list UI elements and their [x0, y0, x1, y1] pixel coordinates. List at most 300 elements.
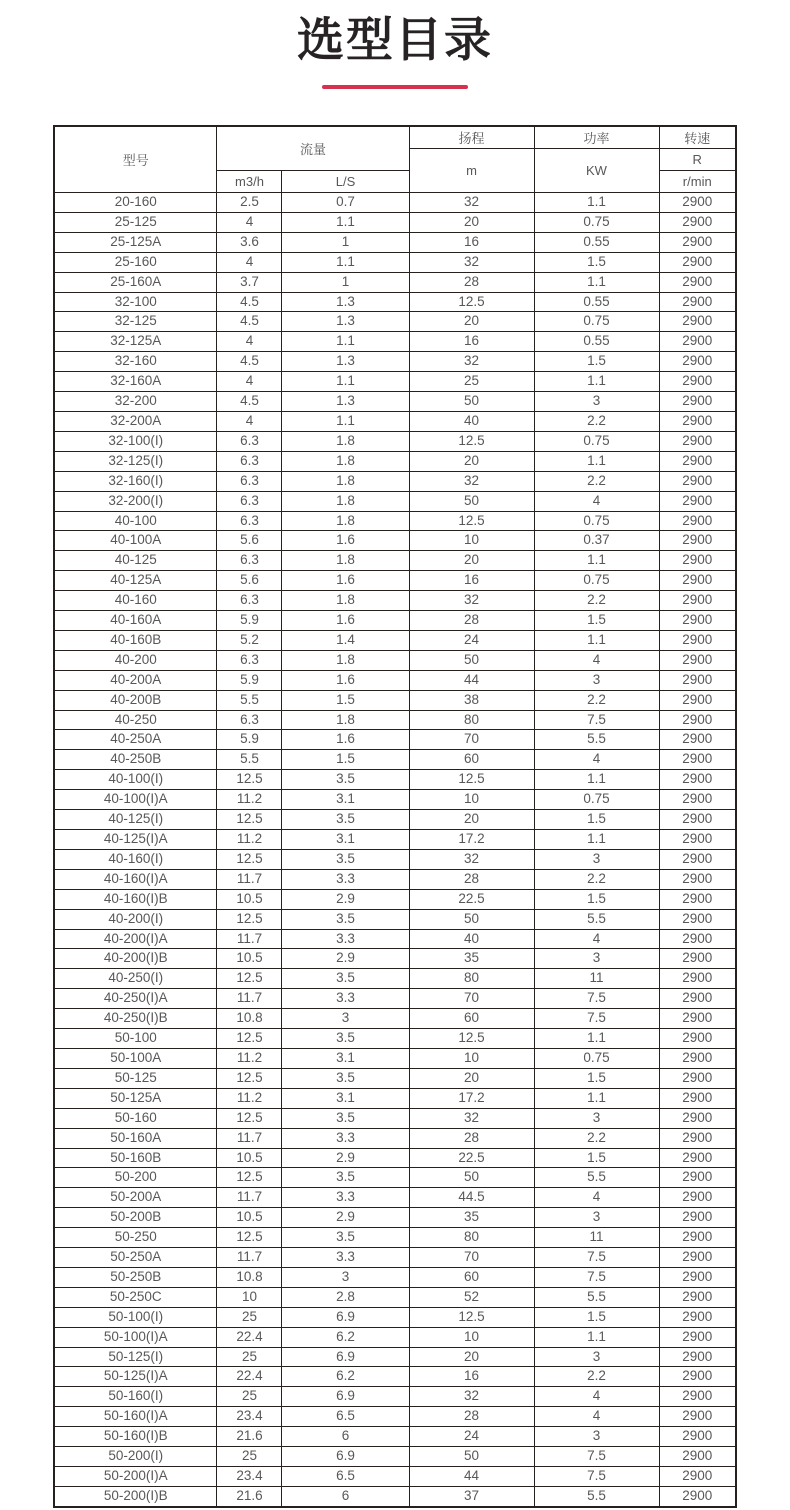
power-cell: 1.1: [534, 770, 659, 790]
model-cell: 40-200B: [54, 690, 217, 710]
table-row: [54, 571, 736, 591]
flow-ls-cell: 2.9: [282, 1208, 409, 1228]
head-cell: 20: [409, 551, 534, 571]
speed-cell: 2900: [659, 1307, 736, 1327]
model-cell: 50-125(I)A: [54, 1367, 217, 1387]
flow-m3h-cell: 4.5: [217, 352, 282, 372]
power-cell: 1.1: [534, 193, 659, 213]
head-cell: 12.5: [409, 431, 534, 451]
table-row: [54, 949, 736, 969]
model-cell: 32-125A: [54, 332, 217, 352]
flow-m3h-cell: 23.4: [217, 1407, 282, 1427]
speed-cell: 2900: [659, 949, 736, 969]
head-cell: 10: [409, 790, 534, 810]
speed-cell: 2900: [659, 1228, 736, 1248]
power-cell: 1.1: [534, 1088, 659, 1108]
power-cell: 1.1: [534, 551, 659, 571]
table-row: [54, 830, 736, 850]
flow-ls-cell: 1.3: [282, 392, 409, 412]
flow-m3h-cell: 11.2: [217, 830, 282, 850]
flow-m3h-cell: 22.4: [217, 1367, 282, 1387]
flow-ls-cell: 3.1: [282, 1088, 409, 1108]
power-cell: 0.37: [534, 531, 659, 551]
speed-cell: 2900: [659, 650, 736, 670]
page-title: 选型目录: [297, 13, 493, 66]
table-row: [54, 889, 736, 909]
table-row: [54, 810, 736, 830]
power-cell: 1.5: [534, 1148, 659, 1168]
speed-cell: 2900: [659, 272, 736, 292]
flow-m3h-cell: 12.5: [217, 1108, 282, 1128]
flow-ls-cell: 1.4: [282, 630, 409, 650]
power-cell: 4: [534, 1188, 659, 1208]
head-cell: 60: [409, 1009, 534, 1029]
table-row: [54, 1486, 736, 1506]
table-row: [54, 770, 736, 790]
flow-m3h-cell: 6.3: [217, 551, 282, 571]
head-cell: 10: [409, 1327, 534, 1347]
table-row: [54, 431, 736, 451]
flow-ls-cell: 1: [282, 232, 409, 252]
col-header-model: 型号: [54, 126, 217, 193]
head-cell: 35: [409, 1208, 534, 1228]
head-cell: 52: [409, 1287, 534, 1307]
speed-cell: 2900: [659, 1088, 736, 1108]
power-cell: 4: [534, 1407, 659, 1427]
head-cell: 38: [409, 690, 534, 710]
power-cell: 7.5: [534, 1447, 659, 1467]
power-cell: 1.5: [534, 352, 659, 372]
flow-m3h-cell: 11.2: [217, 1088, 282, 1108]
flow-ls-cell: 1.6: [282, 531, 409, 551]
model-cell: 50-160(I)B: [54, 1427, 217, 1447]
head-cell: 16: [409, 232, 534, 252]
speed-cell: 2900: [659, 591, 736, 611]
col-header-flow-m3h: m3/h: [217, 171, 282, 193]
speed-cell: 2900: [659, 1248, 736, 1268]
power-cell: 5.5: [534, 1168, 659, 1188]
table-row: [54, 1148, 736, 1168]
speed-cell: 2900: [659, 1407, 736, 1427]
head-cell: 22.5: [409, 1148, 534, 1168]
flow-ls-cell: 3.3: [282, 1188, 409, 1208]
speed-cell: 2900: [659, 451, 736, 471]
power-cell: 0.75: [534, 790, 659, 810]
head-cell: 60: [409, 1267, 534, 1287]
head-cell: 50: [409, 392, 534, 412]
model-cell: 40-200: [54, 650, 217, 670]
power-cell: 1.1: [534, 630, 659, 650]
flow-ls-cell: 3.5: [282, 849, 409, 869]
table-row: [54, 1427, 736, 1447]
flow-m3h-cell: 11.7: [217, 1188, 282, 1208]
head-cell: 32: [409, 591, 534, 611]
table-row: [54, 1088, 736, 1108]
model-cell: 40-100(I)A: [54, 790, 217, 810]
power-cell: 3: [534, 1347, 659, 1367]
power-cell: 0.75: [534, 212, 659, 232]
speed-cell: 2900: [659, 1068, 736, 1088]
power-cell: 0.75: [534, 1048, 659, 1068]
flow-m3h-cell: 25: [217, 1387, 282, 1407]
flow-ls-cell: 1.3: [282, 312, 409, 332]
flow-ls-cell: 3.1: [282, 790, 409, 810]
flow-ls-cell: 1.8: [282, 710, 409, 730]
power-cell: 3: [534, 670, 659, 690]
model-cell: 40-160A: [54, 611, 217, 631]
table-row: [54, 730, 736, 750]
model-cell: 50-200: [54, 1168, 217, 1188]
power-cell: 5.5: [534, 1486, 659, 1506]
speed-cell: 2900: [659, 929, 736, 949]
model-cell: 50-125(I): [54, 1347, 217, 1367]
model-cell: 40-160: [54, 591, 217, 611]
table-row: [54, 1267, 736, 1287]
flow-ls-cell: 2.9: [282, 1148, 409, 1168]
flow-ls-cell: 0.7: [282, 193, 409, 213]
table-row: [54, 929, 736, 949]
power-cell: 2.2: [534, 869, 659, 889]
speed-cell: 2900: [659, 531, 736, 551]
model-cell: 32-125(I): [54, 451, 217, 471]
flow-m3h-cell: 5.2: [217, 630, 282, 650]
table-row: [54, 212, 736, 232]
flow-ls-cell: 3.5: [282, 909, 409, 929]
speed-cell: 2900: [659, 312, 736, 332]
flow-m3h-cell: 12.5: [217, 1068, 282, 1088]
head-cell: 40: [409, 929, 534, 949]
power-cell: 7.5: [534, 1248, 659, 1268]
power-cell: 2.2: [534, 690, 659, 710]
power-cell: 0.75: [534, 312, 659, 332]
flow-ls-cell: 3.3: [282, 1248, 409, 1268]
table-row: [54, 690, 736, 710]
flow-m3h-cell: 5.9: [217, 670, 282, 690]
table-row: [54, 710, 736, 730]
flow-m3h-cell: 4: [217, 332, 282, 352]
power-cell: 7.5: [534, 989, 659, 1009]
flow-ls-cell: 6.2: [282, 1367, 409, 1387]
flow-ls-cell: 1.8: [282, 431, 409, 451]
head-cell: 40: [409, 411, 534, 431]
power-cell: 1.1: [534, 451, 659, 471]
model-cell: 40-200(I): [54, 909, 217, 929]
head-cell: 24: [409, 630, 534, 650]
table-row: [54, 1407, 736, 1427]
power-cell: 1.5: [534, 810, 659, 830]
flow-m3h-cell: 12.5: [217, 770, 282, 790]
table-row: [54, 1287, 736, 1307]
flow-m3h-cell: 21.6: [217, 1486, 282, 1506]
speed-cell: 2900: [659, 491, 736, 511]
table-body: [54, 193, 736, 1507]
flow-m3h-cell: 12.5: [217, 909, 282, 929]
table-row: [54, 1009, 736, 1029]
flow-m3h-cell: 10.5: [217, 1208, 282, 1228]
speed-cell: 2900: [659, 750, 736, 770]
flow-m3h-cell: 11.7: [217, 929, 282, 949]
table-row: [54, 491, 736, 511]
flow-ls-cell: 2.9: [282, 889, 409, 909]
power-cell: 1.1: [534, 830, 659, 850]
flow-m3h-cell: 4: [217, 411, 282, 431]
flow-m3h-cell: 2.5: [217, 193, 282, 213]
table-row: [54, 750, 736, 770]
flow-ls-cell: 1.8: [282, 511, 409, 531]
flow-ls-cell: 1: [282, 272, 409, 292]
speed-cell: 2900: [659, 352, 736, 372]
flow-ls-cell: 1.8: [282, 471, 409, 491]
flow-ls-cell: 3.5: [282, 1108, 409, 1128]
table-row: [54, 411, 736, 431]
head-cell: 50: [409, 909, 534, 929]
model-cell: 50-100(I): [54, 1307, 217, 1327]
head-cell: 32: [409, 252, 534, 272]
power-cell: 0.55: [534, 332, 659, 352]
table-row: [54, 1327, 736, 1347]
model-cell: 25-160A: [54, 272, 217, 292]
flow-ls-cell: 6: [282, 1427, 409, 1447]
power-cell: 2.2: [534, 471, 659, 491]
flow-m3h-cell: 5.9: [217, 730, 282, 750]
speed-cell: 2900: [659, 1367, 736, 1387]
model-cell: 40-160(I)B: [54, 889, 217, 909]
table-row: [54, 1347, 736, 1367]
flow-ls-cell: 6.2: [282, 1327, 409, 1347]
flow-ls-cell: 3.3: [282, 1128, 409, 1148]
speed-cell: 2900: [659, 1327, 736, 1347]
flow-ls-cell: 1.8: [282, 551, 409, 571]
head-cell: 32: [409, 471, 534, 491]
speed-cell: 2900: [659, 889, 736, 909]
speed-cell: 2900: [659, 730, 736, 750]
model-cell: 50-250A: [54, 1248, 217, 1268]
table-row: [54, 252, 736, 272]
flow-m3h-cell: 5.6: [217, 531, 282, 551]
power-cell: 2.2: [534, 1367, 659, 1387]
head-cell: 28: [409, 1128, 534, 1148]
model-cell: 40-125: [54, 551, 217, 571]
head-cell: 12.5: [409, 770, 534, 790]
power-cell: 7.5: [534, 1009, 659, 1029]
speed-cell: 2900: [659, 830, 736, 850]
power-cell: 0.55: [534, 232, 659, 252]
table-row: [54, 511, 736, 531]
head-cell: 28: [409, 869, 534, 889]
speed-cell: 2900: [659, 1029, 736, 1049]
flow-ls-cell: 1.6: [282, 571, 409, 591]
head-cell: 12.5: [409, 1307, 534, 1327]
flow-m3h-cell: 6.3: [217, 511, 282, 531]
power-cell: 4: [534, 1387, 659, 1407]
head-cell: 22.5: [409, 889, 534, 909]
col-header-head: 扬程: [409, 126, 534, 149]
power-cell: 2.2: [534, 591, 659, 611]
flow-m3h-cell: 11.7: [217, 1128, 282, 1148]
table-row: [54, 392, 736, 412]
flow-m3h-cell: 11.2: [217, 790, 282, 810]
flow-m3h-cell: 5.5: [217, 750, 282, 770]
speed-cell: 2900: [659, 212, 736, 232]
flow-m3h-cell: 21.6: [217, 1427, 282, 1447]
head-cell: 44: [409, 670, 534, 690]
model-cell: 40-100(I): [54, 770, 217, 790]
speed-cell: 2900: [659, 1347, 736, 1367]
speed-cell: 2900: [659, 1267, 736, 1287]
head-cell: 35: [409, 949, 534, 969]
head-cell: 16: [409, 571, 534, 591]
table-row: [54, 232, 736, 252]
table-row: [54, 969, 736, 989]
flow-ls-cell: 2.8: [282, 1287, 409, 1307]
speed-cell: 2900: [659, 1387, 736, 1407]
flow-m3h-cell: 3.6: [217, 232, 282, 252]
head-cell: 44.5: [409, 1188, 534, 1208]
flow-m3h-cell: 12.5: [217, 1228, 282, 1248]
table-row: [54, 1228, 736, 1248]
head-cell: 32: [409, 193, 534, 213]
model-cell: 40-100: [54, 511, 217, 531]
head-cell: 12.5: [409, 511, 534, 531]
head-cell: 20: [409, 312, 534, 332]
flow-m3h-cell: 25: [217, 1307, 282, 1327]
speed-cell: 2900: [659, 1148, 736, 1168]
table-row: [54, 471, 736, 491]
model-cell: 40-125(I)A: [54, 830, 217, 850]
flow-ls-cell: 1.1: [282, 212, 409, 232]
head-cell: 28: [409, 611, 534, 631]
head-cell: 20: [409, 1347, 534, 1367]
model-cell: 40-200(I)B: [54, 949, 217, 969]
table-row: [54, 551, 736, 571]
head-cell: 32: [409, 352, 534, 372]
power-cell: 3: [534, 1208, 659, 1228]
flow-ls-cell: 1.3: [282, 352, 409, 372]
table-row: [54, 1168, 736, 1188]
speed-cell: 2900: [659, 710, 736, 730]
speed-cell: 2900: [659, 849, 736, 869]
power-cell: 7.5: [534, 1267, 659, 1287]
model-cell: 50-100A: [54, 1048, 217, 1068]
power-cell: 4: [534, 650, 659, 670]
head-cell: 20: [409, 451, 534, 471]
table-row: [54, 193, 736, 213]
speed-cell: 2900: [659, 1128, 736, 1148]
table-row: [54, 591, 736, 611]
flow-ls-cell: 3.5: [282, 810, 409, 830]
head-cell: 20: [409, 1068, 534, 1088]
col-header-speed: 转速: [659, 126, 736, 149]
table-row: [54, 650, 736, 670]
power-cell: 3: [534, 392, 659, 412]
flow-m3h-cell: 4: [217, 372, 282, 392]
speed-cell: 2900: [659, 372, 736, 392]
power-cell: 0.75: [534, 571, 659, 591]
head-cell: 16: [409, 332, 534, 352]
model-cell: 40-250B: [54, 750, 217, 770]
model-cell: 40-160(I)A: [54, 869, 217, 889]
head-cell: 16: [409, 1367, 534, 1387]
flow-m3h-cell: 22.4: [217, 1327, 282, 1347]
speed-cell: 2900: [659, 1486, 736, 1506]
flow-m3h-cell: 12.5: [217, 849, 282, 869]
model-cell: 40-250: [54, 710, 217, 730]
power-cell: 1.5: [534, 611, 659, 631]
speed-cell: 2900: [659, 431, 736, 451]
flow-m3h-cell: 4.5: [217, 312, 282, 332]
table-row: [54, 1029, 736, 1049]
flow-m3h-cell: 25: [217, 1447, 282, 1467]
model-cell: 50-200(I)B: [54, 1486, 217, 1506]
speed-cell: 2900: [659, 511, 736, 531]
power-cell: 7.5: [534, 710, 659, 730]
table-row: [54, 1367, 736, 1387]
flow-ls-cell: 1.1: [282, 252, 409, 272]
model-cell: 40-125A: [54, 571, 217, 591]
table-row: [54, 1188, 736, 1208]
model-cell: 25-160: [54, 252, 217, 272]
model-cell: 40-160(I): [54, 849, 217, 869]
head-cell: 17.2: [409, 1088, 534, 1108]
power-cell: 3: [534, 849, 659, 869]
flow-ls-cell: 1.1: [282, 411, 409, 431]
model-cell: 50-200(I)A: [54, 1467, 217, 1487]
model-cell: 32-160: [54, 352, 217, 372]
head-cell: 70: [409, 989, 534, 1009]
speed-cell: 2900: [659, 1168, 736, 1188]
power-cell: 5.5: [534, 909, 659, 929]
speed-cell: 2900: [659, 1009, 736, 1029]
speed-cell: 2900: [659, 770, 736, 790]
speed-cell: 2900: [659, 630, 736, 650]
power-cell: 1.5: [534, 889, 659, 909]
speed-cell: 2900: [659, 969, 736, 989]
table-row: [54, 790, 736, 810]
speed-cell: 2900: [659, 790, 736, 810]
flow-ls-cell: 1.5: [282, 750, 409, 770]
table-row: [54, 332, 736, 352]
model-cell: 40-100A: [54, 531, 217, 551]
speed-cell: 2900: [659, 1048, 736, 1068]
model-cell: 50-200A: [54, 1188, 217, 1208]
col-header-flow-ls: L/S: [282, 171, 409, 193]
model-cell: 50-160(I): [54, 1387, 217, 1407]
power-cell: 11: [534, 1228, 659, 1248]
flow-m3h-cell: 11.7: [217, 1248, 282, 1268]
flow-m3h-cell: 6.3: [217, 471, 282, 491]
model-cell: 50-200B: [54, 1208, 217, 1228]
power-cell: 1.5: [534, 1307, 659, 1327]
flow-m3h-cell: 5.6: [217, 571, 282, 591]
power-cell: 1.5: [534, 1068, 659, 1088]
power-cell: 11: [534, 969, 659, 989]
head-cell: 32: [409, 1108, 534, 1128]
model-cell: 40-200(I)A: [54, 929, 217, 949]
power-cell: 1.5: [534, 252, 659, 272]
speed-cell: 2900: [659, 551, 736, 571]
flow-m3h-cell: 10.5: [217, 889, 282, 909]
model-cell: 50-250B: [54, 1267, 217, 1287]
model-cell: 32-125: [54, 312, 217, 332]
speed-cell: 2900: [659, 1287, 736, 1307]
head-cell: 28: [409, 1407, 534, 1427]
head-cell: 80: [409, 1228, 534, 1248]
flow-m3h-cell: 11.7: [217, 869, 282, 889]
flow-ls-cell: 2.9: [282, 949, 409, 969]
head-cell: 50: [409, 1168, 534, 1188]
flow-ls-cell: 3.5: [282, 1029, 409, 1049]
model-cell: 50-160: [54, 1108, 217, 1128]
